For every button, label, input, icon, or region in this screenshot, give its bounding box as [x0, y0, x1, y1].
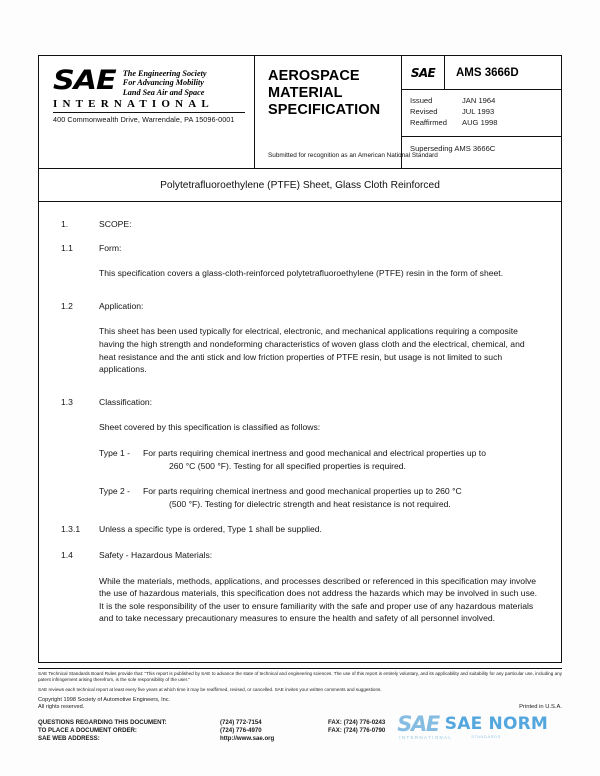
international-wordmark: INTERNATIONAL [53, 98, 214, 111]
clause-application [61, 300, 539, 313]
type-2-entry [99, 485, 539, 510]
sae-wordmark-icon: SAE [53, 65, 116, 96]
clause-classification [61, 396, 539, 409]
spacer [61, 434, 539, 447]
legal-paragraph-2: SAE reviews each technical report at least every five years at which time it may be reaffirmed, revised, or cancelled. SAE invites your written comments and suggestions. [38, 687, 382, 692]
document-kind [268, 68, 401, 119]
contact-fax-questions: FAX: (724) 776-0243 [328, 718, 386, 726]
date-label-issued: Issued [410, 96, 433, 105]
spacer [61, 510, 539, 523]
clause-safety [61, 549, 539, 562]
document-number-row [402, 56, 561, 90]
document-header [39, 56, 561, 169]
org-address: 400 Commonwealth Drive, Warrendale, PA 15096-0001 [53, 115, 235, 125]
spacer [61, 536, 539, 549]
spacer [61, 472, 539, 485]
sae-badge-icon: SAE [402, 56, 445, 89]
document-kind-line-2: MATERIAL [268, 85, 343, 101]
date-label-revised: Revised [410, 107, 438, 117]
clause-text-classification: Sheet covered by this specification is classified as follows: [99, 422, 321, 433]
clause-label-classification: Classification: [99, 396, 153, 407]
document-kind-line-1: AEROSPACE [268, 68, 360, 84]
type-1-body [143, 447, 539, 472]
legal-paragraph-1: SAE Technical Standards Board Rules provide that: "This report is published by SAE to advance the state of technical and engineering sciences. The use of this report is entirely voluntary, and its applicability and suitability for any particular use, including any patent infringement arising therefrom, is the sole responsibility of the user." [38, 671, 562, 683]
clause-number-scope: 1. [61, 219, 69, 229]
date-value-reaffirmed: AUG 1998 [462, 118, 498, 128]
sae-watermark-subtitle-2: STANDARDS [471, 733, 502, 739]
contact-phone-order: (724) 776-4970 [220, 727, 262, 735]
tagline-line-1: The Engineering Society [122, 69, 207, 78]
page-title: Polytetrafluoroethylene (PTFE) Sheet, Glass Cloth Reinforced [160, 179, 440, 191]
tagline-line-3: Land Sea Air and Space [122, 87, 205, 97]
legal-disclaimer [38, 671, 562, 693]
spacer [61, 562, 539, 575]
date-row-reaffirmed [410, 117, 561, 128]
date-value-issued: JAN 1964 [462, 96, 496, 105]
tagline-line-2: For Advancing Mobility [122, 78, 204, 88]
document-number: AMS 3666D [456, 66, 519, 79]
date-value-revised: JUL 1993 [462, 107, 495, 117]
sae-watermark-subtitle: INTERNATIONAL [399, 734, 453, 740]
date-row-issued [410, 95, 561, 106]
clause-text-form: This specification covers a glass-cloth-reinforced polytetrafluoroethylene (PTFE) resin in the form of sheet. [99, 268, 504, 279]
spacer [61, 254, 539, 267]
document-footer [38, 668, 562, 744]
clause-number-application: 1.2 [61, 300, 73, 311]
spacer [61, 408, 539, 421]
sae-watermark-badge-icon: SAE [397, 711, 439, 736]
sae-logo [53, 65, 254, 97]
printed-in: Printed in U.S.A. [519, 704, 562, 711]
contact-fax-order: FAX: (724) 776-0790 [328, 727, 386, 735]
document-kind-line-3: SPECIFICATION [268, 102, 381, 118]
clause-label-safety: Safety - Hazardous Materials: [99, 549, 213, 560]
type-2-line-1: For parts requiring chemical inertness and good mechanical properties up to 260 °C [143, 486, 462, 497]
type-1-entry [99, 447, 539, 472]
document-frame [38, 55, 562, 663]
sae-watermark-text: SAE NORM [444, 713, 548, 734]
spacer [61, 291, 539, 300]
copyright-block [38, 697, 562, 712]
footer-rule [38, 668, 562, 669]
type-1-line-2: 260 °C (500 °F). Testing for all specified properties is required. [169, 460, 406, 471]
contact-label-order: TO PLACE A DOCUMENT ORDER: [38, 727, 137, 735]
contact-labels [38, 719, 220, 744]
type-1-label: Type 1 - [99, 447, 131, 458]
submitted-note: Submitted for recognition as an American National Standard [268, 152, 438, 159]
clause-label-form: Form: [99, 242, 122, 253]
contact-phone-questions: (724) 772-7154 [220, 718, 262, 726]
sae-tagline [123, 68, 207, 97]
header-divider-rule [53, 112, 245, 113]
document-dates [402, 90, 561, 137]
contact-web-url[interactable]: http://www.sae.org [220, 735, 275, 743]
clause-default-type [61, 523, 539, 536]
superseding-note: Superseding AMS 3666C [410, 144, 496, 153]
header-org-block [39, 56, 254, 168]
clause-number-default-type: 1.3.1 [61, 524, 81, 535]
type-2-label: Type 2 - [99, 486, 131, 497]
sae-norm-watermark [397, 711, 548, 740]
spacer [61, 312, 539, 325]
date-row-revised [410, 106, 561, 117]
clause-label-application: Application: [99, 300, 144, 311]
clause-form [61, 242, 539, 255]
contact-label-questions: QUESTIONS REGARDING THIS DOCUMENT: [38, 718, 167, 726]
contact-phones [220, 719, 328, 744]
clause-number-classification: 1.3 [61, 396, 73, 407]
clause-text-application: This sheet has been used typically for electrical, electronic, and mechanical applications requiring a composite having the high strength and nondeforming characteristics of woven glass cloth and the electrical, chemical, and heat resistance and the anti stick and low friction properties of PTFE resin, but usage is not limited to such applications. [99, 326, 525, 375]
spacer [61, 387, 539, 396]
clause-scope [61, 218, 539, 231]
clause-text-default-type: Unless a specific type is ordered, Type 1 shall be supplied. [99, 524, 322, 535]
type-2-body [143, 485, 539, 510]
clause-number-form: 1.1 [61, 242, 73, 253]
contact-label-web: SAE WEB ADDRESS: [38, 735, 100, 743]
document-body [39, 202, 561, 625]
clause-number-safety: 1.4 [61, 549, 73, 560]
document-title-bar [39, 169, 561, 202]
type-1-line-1: For parts requiring chemical inertness and good mechanical and electrical properties up to [143, 447, 486, 458]
copyright-line-2: All rights reserved. [38, 704, 85, 711]
clause-label-scope: SCOPE: [99, 219, 132, 229]
type-2-line-2: (500 °F). Testing for dielectric strength and heat resistance is not required. [169, 498, 451, 509]
date-label-reaffirmed: Reaffirmed [410, 118, 448, 128]
clause-text-safety: While the materials, methods, applications, and processes described or referenced in this specification may involve the use of hazardous materials, this specification does not address the hazards which may be involved in such use. It is the sole responsibility of the user to ensure familiarity with the safe and proper use of any hazardous materials and to take necessary precautionary measures to ensure the health and safety of all personnel involved. [99, 575, 538, 624]
copyright-line-1: Copyright 1998 Society of Automotive Engineers, Inc. [38, 696, 171, 703]
